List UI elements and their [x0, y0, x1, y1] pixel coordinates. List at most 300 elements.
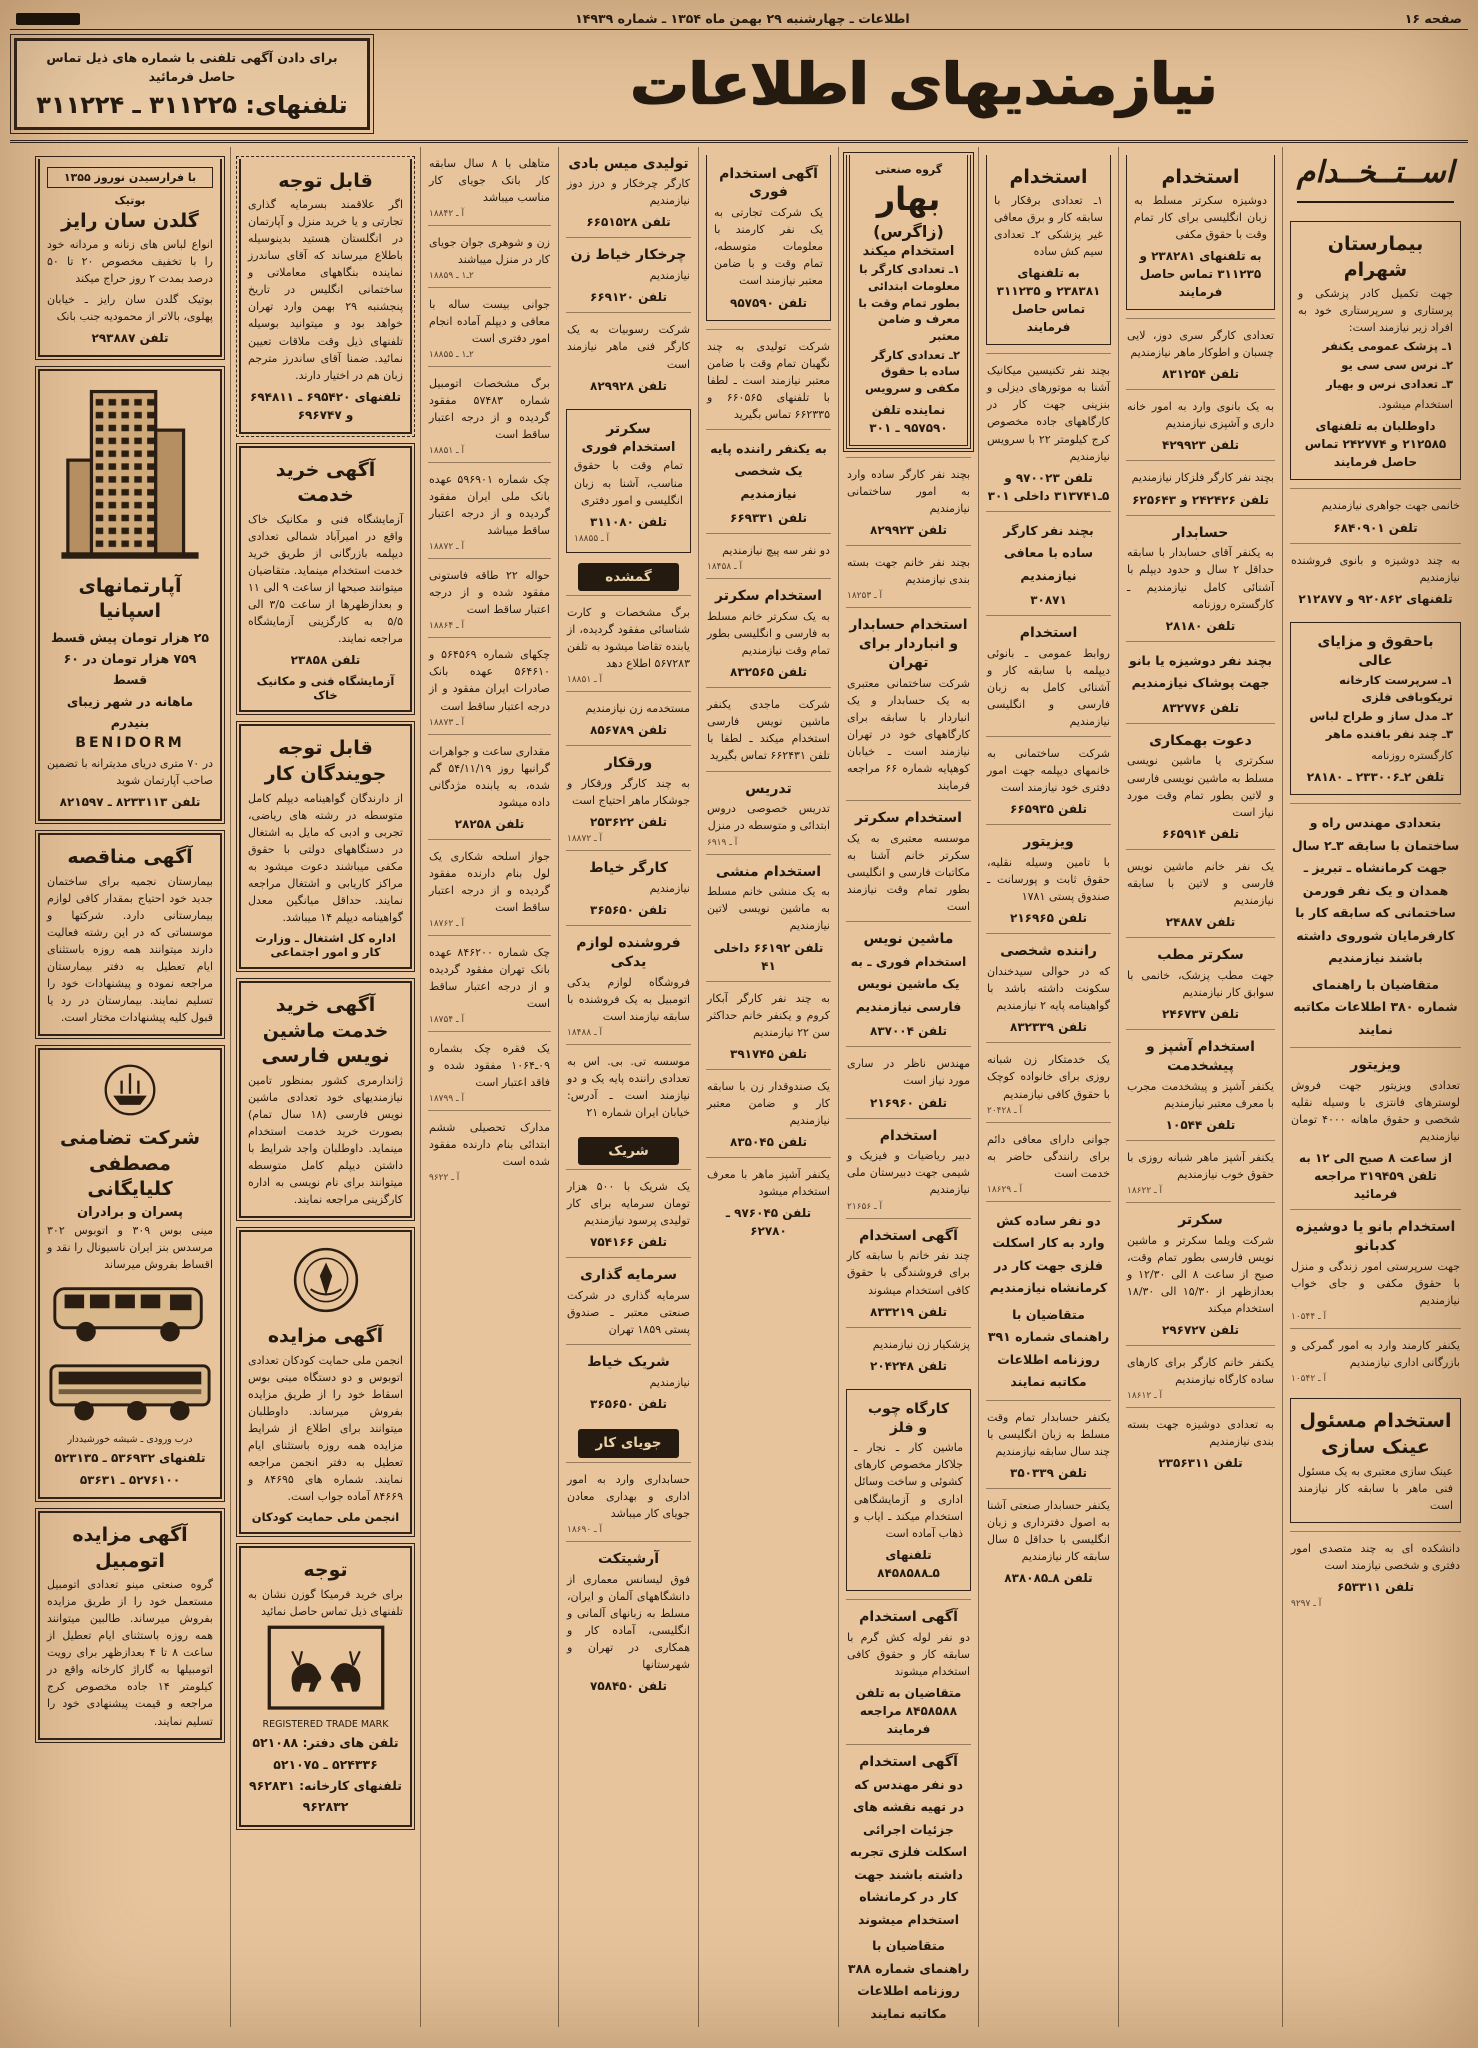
- classified-ad: [706, 981, 831, 1069]
- classified-ad: [428, 734, 551, 839]
- ad-body: فروشگاه لوازم یدکی اتومبیل به یک فروشنده با سابقه نیازمند است: [567, 975, 690, 1023]
- ad-body: سکرتری یا ماشین نویسی مسلط به ماشین نویسی فارسی و لاتین بطور تمام وقت مورد نیاز است: [1127, 754, 1274, 819]
- ad-body: به یک سکرتر خانم مسلط به فارسی و انگلیسی بطور تمام وقت نیازمندیم: [707, 610, 830, 658]
- ad-title: استخدام: [1019, 625, 1078, 642]
- ad-title: آگهی مزایده اتومبیل: [72, 1523, 188, 1572]
- column-f: [558, 147, 698, 2027]
- ad-title: سکرتر مطب: [1157, 946, 1244, 963]
- ad-title: استخدام سکرتر: [855, 809, 962, 826]
- ad-body: عینک سازی معتبری به یک مسئول فنی ماهر با سابقه کار نیازمند است: [1298, 1464, 1453, 1512]
- classified-ad: [706, 329, 831, 429]
- ad-title: تدریس: [745, 780, 792, 797]
- ad-body: زن و شوهری جوان جویای کار در منزل میباشند: [429, 235, 550, 266]
- ad-body: شرکت ساختمانی به خانمهای دیپلمه جهت امور دفتری خود نیازمند است: [987, 747, 1110, 795]
- ad-body: تمام وقت با حقوق مناسب، آشنا به زبان انگلیسی و امور دفتری: [574, 459, 683, 507]
- classified-ad: [428, 1110, 551, 1189]
- classified-ad: [706, 578, 831, 687]
- ad-phone: تلفن ۷۵۸۴۵۰: [590, 1678, 667, 1693]
- minibus-illustration: [47, 1277, 213, 1353]
- ad-phone: تلفن ۸۳۲۷۷۶: [1162, 700, 1239, 715]
- classified-ad: [1290, 1328, 1461, 1390]
- ad-body: جهت تکمیل کادر پزشکی و پرستاری و سرپرستاری خود به افراد زیر نیازمند است:: [1298, 287, 1453, 335]
- ad-ref-code: آ ـ ۶۹۱۹: [707, 837, 738, 848]
- ad-line: تلفن های دفتر: ۵۲۱۰۸۸: [252, 1735, 399, 1751]
- ad-phone: از ساعت ۸ صبح الی ۱۲ به تلفن ۳۱۹۴۵۹ مراجعه فرمائید: [1299, 1151, 1452, 1202]
- masthead: [10, 30, 1468, 143]
- ad-body: موسسه معتبری به یک سکرتر خانم آشنا به مکاتبات فارسی و انگلیسی بطور تمام وقت نیازمند است: [847, 831, 970, 913]
- ad-body: از دارندگان گواهینامه دیپلم کامل متوسطه در رشته های ریاضی، تجربی و ادبی که مایل به اشتغال در دستگاههای دولتی با حقوق مکفی میباشند دعوت میشود به مراکز کاریابی و اشتغال مراجعه نمایند. حداقل میانگین معدل گواهینامه دیپلم ۱۴ میباشد.: [248, 791, 403, 924]
- ad-ref-code: آ ـ ۱۸۸۷۲: [429, 542, 465, 553]
- ad-title: کارگر خیاط: [589, 860, 668, 877]
- ad-body: چکهای شماره ۵۶۴۵۶۹ و ۵۶۴۶۱۰ عهده بانک صادرات ایران مفقود و از درجه اعتبار ساقط است: [429, 648, 551, 713]
- ad-body: به یک بانوی وارد به امور خانه داری و آشپزی نیازمندیم: [1127, 400, 1274, 431]
- ad-ref-code: آ ـ ۱۸۷۵۴: [429, 1015, 465, 1026]
- ad-list-item: ۲ـ مدل ساز و طراح لباس: [1309, 708, 1453, 723]
- ad-ref-code: آ ـ ۱۸۶۹۰: [567, 1524, 603, 1535]
- ad-phone: تلفن ۸۲۹۹۲۸: [590, 378, 667, 393]
- ad-body: یک خدمتکار زن شبانه روزی برای خانواده کوچک با حقوق کافی نیازمندیم: [987, 1053, 1110, 1101]
- ad-body: جوانی بیست ساله با معافی و دیپلم آماده انجام امور دفتری است: [429, 297, 550, 345]
- ad-title: آگهی استخدام: [859, 1608, 958, 1625]
- classified-ad: [1290, 221, 1461, 480]
- classified-ad: [428, 839, 551, 935]
- ad-ref-code: ۲ـ۱ ـ ۱۸۸۵۹: [429, 270, 474, 281]
- classified-ad: [1126, 318, 1275, 389]
- ad-body: انجمن ملی حمایت کودکان تعدادی اتوبوس و دو دستگاه مینی بوس اسقاط خود را از طریق مزایده بفروش میرساند. داوطلبان میتوانند برای اطلاع از شرایط مزایده همه روزه باستثنای ایام تعطیل به دفتر انجمن مراجعه نمایند. شماره های ۸۴۶۹۵ و ۸۴۶۶۹ آماده جواب است.: [248, 1353, 403, 1504]
- ad-ref-code: آ ـ ۱۸۸۷۳: [429, 717, 465, 728]
- ad-phone: تلفن ۲۳۵۶۳۱۱: [1158, 1456, 1243, 1471]
- ad-phone-box: [14, 38, 370, 130]
- column-c: [978, 147, 1118, 2027]
- classified-ad: [706, 533, 831, 578]
- classified-ad: [428, 558, 551, 637]
- ad-body: شرکت ویلما سکرتر و ماشین نویس فارسی بطور تمام وقت، صبح از ساعت ۸ الی ۱۲/۳۰ و بعدازظهر از ۱۵/۳۰ الی ۱۸/۳۰ استخدام میکند: [1127, 1233, 1274, 1315]
- classified-ad: [1126, 1345, 1275, 1407]
- ad-phone: تلفن ۶۸۴۰۹۰۱: [1333, 520, 1418, 535]
- ad-title: استخدام مسئول: [1299, 1410, 1452, 1433]
- ad-body: بوتیک گلدن سان رایز ـ خیابان پهلوی، بالاتر از محمودیه جنب بانک: [47, 293, 213, 324]
- ad-phone: تلفن ۲۹۶۷۲۷: [1162, 1322, 1239, 1337]
- ad-body: یک فقره چک بشماره ۰۹ـ۱۰۶۴ مفقود شده و فاقد اعتبار است: [429, 1042, 550, 1090]
- bus-illustration: [47, 1358, 213, 1430]
- classified-ad: [566, 850, 691, 925]
- classified-ad: [38, 159, 222, 358]
- ad-phone: تلفن ۸ـ۸۳۸۰۸۵: [1004, 1571, 1093, 1586]
- ad-ref-code: آ ـ ۱۸۶۱۲: [1127, 1390, 1163, 1401]
- ad-body: متاهلی با ۸ سال سابقه کار بانک جویای کار مناسب میباشد: [429, 156, 550, 204]
- ad-phone: تلفن ۶۶۹۳۳۱: [730, 511, 807, 526]
- ad-body: تدریس خصوصی دروس ابتدائی و متوسطه در منزل: [707, 802, 830, 833]
- ad-phone: تلفن ۹۷۶۰۴۵ ـ ۶۲۷۸۰: [725, 1205, 812, 1238]
- figure-caption: REGISTERED TRADE MARK: [262, 1719, 389, 1731]
- ad-body: استخدام فوری ـ به یک ماشین نویس فارسی نیازمندیم: [850, 953, 967, 1014]
- ad-body: بچند نفر خانم جهت بسته بندی نیازمندیم: [847, 555, 970, 586]
- ad-body: دوشیزه سکرتر مسلط به زبان انگلیسی برای کار تمام وقت با حقوق مکفی: [1134, 194, 1267, 242]
- ad-phone: تلفن ۳۶۵۶۵۰: [590, 902, 667, 917]
- ad-body: برگ مشخصات و کارت شناسائی مفقود گردیده، از یابنده تقاضا میشود به تلفن ۵۶۷۲۸۳ اطلاع دهد: [567, 605, 690, 670]
- classified-ad: [846, 155, 971, 449]
- classified-ad: [1126, 1029, 1275, 1140]
- top-bar: [10, 8, 1468, 30]
- classified-ad: [566, 1044, 691, 1127]
- classified-ad: [428, 225, 551, 287]
- ad-phone: تلفن ۸۳۲۳۳۹: [1010, 1020, 1087, 1035]
- ad-title: دعوت بهمکاری: [1149, 732, 1252, 749]
- classified-ad: [986, 736, 1111, 824]
- ad-phone: تلفن ۲۱۶۹۶۵: [1010, 911, 1087, 926]
- classified-ad: [566, 1344, 691, 1419]
- ad-title: ورقکار: [604, 755, 653, 772]
- ad-title: آگهی استخدام: [859, 1753, 958, 1770]
- classified-ad: [1126, 155, 1275, 311]
- ad-title: استخدام: [879, 1127, 938, 1144]
- ad-ref-code: آ ـ ۱۸۸۵۱: [429, 446, 465, 457]
- classified-ad: [239, 159, 412, 434]
- ad-list-item: ۳ـ تعدادی نرس و بهیار: [1326, 376, 1453, 391]
- ad-phone: تلفن ۷۵۴۱۶۶: [590, 1235, 667, 1250]
- ad-body: نیازمندیم: [649, 269, 690, 283]
- classified-ad: [566, 691, 691, 745]
- classified-ad: [38, 833, 222, 1036]
- ad-title: کارگاه چوب: [868, 1400, 949, 1417]
- classified-ad: [578, 1429, 679, 1457]
- ad-ref-code: آ ـ ۱۸۷۹۹: [429, 1094, 465, 1105]
- ad-ref-code: آ ـ ۱۸۸۴۲: [429, 208, 465, 219]
- ad-body: دانشکده ای به چند متصدی امور دفتری و شخصی نیازمند است: [1291, 1541, 1460, 1572]
- issue-line: اطلاعات ـ چهارشنبه ۲۹ بهمن ماه ۱۳۵۴ ـ شماره ۱۴۹۳۹: [575, 11, 910, 26]
- ad-body: بیمارستان نجمیه برای ساختمان جدید خود احتیاج بمقدار کافی لوازم بیمارستانی دارد. شرکتها و موسساتی که در این رشته فعالیت دارند میتوانند همه روزه باستثنای ایام تعطیل به دفتر بیمارستان مراجعه نموده و پیشنهادات خود را تسلیم نمایند. بیمارستان در رد یا قبول کلیه پیشنهادات مختار است.: [47, 874, 213, 1025]
- ad-phone: تلفن ۲۵۳۶۲۲: [590, 815, 667, 830]
- phone-box-numbers: تلفنهای: ۳۱۱۲۲۵ ـ ۳۱۱۲۲۴: [36, 90, 348, 119]
- classified-ad: [846, 1327, 971, 1381]
- ad-body: خانمی جهت جواهری نیازمندیم: [1321, 499, 1460, 513]
- classified-ad: [846, 1599, 971, 1744]
- ad-body: یکنفر حسابدار صنعتی آشنا به اصول دفترداری و زبان انگلیسی با حداقل ۵ سال سابقه کار نیازمندیم: [987, 1498, 1110, 1563]
- ad-title: استخدام حسابدار: [849, 616, 968, 633]
- ad-phone: تلفن ۲۴۲۴۲۶ و ۶۲۵۶۴۳: [1132, 492, 1269, 507]
- ad-ref-code: آ ـ ۹۶۲۲: [429, 1173, 460, 1184]
- classified-ad: [986, 1400, 1111, 1488]
- ad-phone: ۳۰۸۷۱: [1030, 593, 1067, 608]
- classified-ad: [566, 745, 691, 850]
- ad-phone: تلفن ۲۴۶۷۳۷: [1162, 1006, 1239, 1021]
- ad-title: شریک خیاط: [587, 1354, 670, 1371]
- column-d: [838, 147, 978, 2027]
- classified-ad: [1126, 723, 1275, 849]
- ad-title: استخدام: [1009, 165, 1088, 188]
- ad-body: دو نفر ساده کش وارد به کار اسکلت فلزی جهت کار در کرمانشاه نیازمندیم: [989, 1212, 1108, 1296]
- ad-subtitle: پسران و برادران: [76, 1205, 183, 1221]
- ad-title: توجه: [303, 1559, 348, 1582]
- ship-logo-icon: [47, 1062, 213, 1122]
- ad-body: بچند نفر دوشیزه یا بانو جهت پوشاک نیازمندیم: [1129, 652, 1272, 691]
- ad-phone: به تلفنهای ۲۳۸۲۸۱ و ۳۱۱۲۳۵ تماس حاصل فرمایند: [1139, 249, 1262, 300]
- classified-ad: [566, 1257, 691, 1344]
- ad-line: ۹۶۲۸۳۲: [302, 1799, 349, 1815]
- ad-ref-code: آ ـ ۱۸۸۵۱: [567, 675, 603, 685]
- classified-ad: [846, 1046, 971, 1117]
- ad-body: حواله ۲۲ طاقه فاستونی مفقود شده و از درجه اعتبار ساقط است: [429, 569, 550, 617]
- ad-phone: تلفن ۳۵۰۳۳۹: [1010, 1465, 1087, 1480]
- ad-phone: به تلفنهای ۲۳۸۳۸۱ و ۳۱۱۲۳۵ تماس حاصل فرمایند: [996, 266, 1101, 335]
- classified-ad: [1126, 937, 1275, 1029]
- ad-body: ژاندارمری کشور بمنظور تامین نیازمندیهای خود تعدادی ماشین نویس فارسی (۱۸ سال تمام) بصورت خرید خدمت استخدام مینماید. داوطلبان واجد شرایط با داشتن دیپلم کامل متوسطه میتوانند برای نام نویسی به اداره کارگزینی مراجعه نمایند.: [248, 1073, 403, 1207]
- ad-ref-code: آ ـ ۱۸۸۷۲: [567, 834, 603, 845]
- ad-pretitle: گروه صنعتی: [874, 162, 943, 176]
- ad-title: استخدام: [1161, 165, 1240, 188]
- ad-phone: تلفنهای ۹۲۰۸۶۲ و ۲۱۲۸۷۷: [1298, 591, 1453, 606]
- classified-ad: [846, 1744, 971, 2027]
- ad-title: جویای کار: [595, 1435, 662, 1452]
- ad-body: یک صندوقدار زن با سابقه کار و ضامن معتبر نیازمندیم: [707, 1079, 830, 1127]
- ad-title: قابل توجه: [278, 169, 373, 192]
- ad-phone: تلفن ۶۶۹۱۲۰: [590, 290, 667, 305]
- ad-phone: تلفن ۸۳۱۲۵۴: [1162, 367, 1239, 382]
- classified-ad: [1126, 389, 1275, 460]
- ad-phone: تلفن ۶۶۵۱۵۲۸: [586, 215, 671, 230]
- ad-title: عینک سازی: [1321, 1435, 1430, 1458]
- ad-body: مهندس ناظر در ساری مورد نیاز است: [847, 1057, 970, 1088]
- ad-phone: متقاضیان به تلفن ۸۴۵۸۵۸۸ مراجعه فرمایند: [855, 1685, 962, 1736]
- classified-ad: [986, 1201, 1111, 1400]
- ad-title: قابل توجه جویندگان کار: [264, 737, 387, 785]
- ad-title: آگهی مناقصه: [67, 846, 193, 869]
- classified-ad: [428, 462, 551, 558]
- classified-ad: [428, 147, 551, 225]
- classified-ad: [566, 925, 691, 1044]
- organization-emblem-icon: [248, 1244, 403, 1320]
- ad-phone: تلفن ۲۰۴۲۴۸: [870, 1358, 947, 1373]
- ad-body: ۱ـ تعدادی برقکار با سابقه کار و برق معافی غیر پزشکی ۲ـ تعدادی سیم کش ساده: [994, 194, 1103, 259]
- ad-body: اگر علاقمند بسرمایه گذاری تجارتی و یا خرید منزل و آپارتمان در انگلستان هستید بدینوسیله باطلاع میرساند که آقای ساندرز نماینده بنگاههای معاملاتی و ساختمانی انگلیس در تاریخ پنجشنبه ۲۹ بهمن وارد تهران خواهد بود و میتوانید بوسیله تلفنهای ذیل وقت ملاقات تعیین نمائید. ضمنا آقای ساندرز مترجم زبان هم در اختیار دارند.: [248, 198, 403, 382]
- classified-ad: [986, 933, 1111, 1042]
- ad-body: موسسه تی. بی. اس به تعدادی راننده پایه یک و دو نیازمند است ـ آدرس: خیابان ایران شماره ۲۱: [567, 1054, 690, 1120]
- ad-body: شرکت رسوبیات به یک کارگر فنی ماهر نیازمند است: [567, 323, 690, 371]
- ad-ref-code: آ ـ ۱۸۶۲۹: [987, 1184, 1023, 1195]
- ad-line: تلفنهای کارخانه: ۹۶۲۸۳۱: [249, 1777, 402, 1793]
- ad-title: فوری: [749, 184, 788, 201]
- ad-body: متقاضیان با راهنمای شماره ۳۹۱ روزنامه اطلاعات مکاتبه نمایند: [987, 1306, 1110, 1390]
- ad-list-item: ۲ـ تعدادی کارگر ساده با حقوق مکفی و سرویس: [864, 347, 960, 395]
- ad-body: برگ مشخصات اتومبیل شماره ۵۷۴۸۳ مفقود گردیده و از درجه اعتبار ساقط است: [429, 376, 550, 442]
- ad-body: شرکت ماجدی یکنفر ماشین نویس فارسی استخدام میکند ـ لطفا با تلفن ۶۶۲۴۳۱ تماس بگیرید: [707, 698, 830, 763]
- ad-body: تعدادی کارگر سری دوز، لایی چسبان و اطوکار ماهر نیازمندیم: [1127, 329, 1274, 360]
- ad-phone: تلفنهای ۶۹۵۴۲۰ ـ ۶۹۴۸۱۱ و ۶۹۶۷۴۷: [250, 389, 401, 422]
- ad-phone: تلفن ۲۳۸۵۸: [290, 653, 361, 668]
- ad-subtitle: استخدام فوری: [581, 440, 676, 456]
- classified-ad: [1126, 641, 1275, 723]
- ad-phone: تلفن ۹۷۰۰۲۳ و ۵ـ۳۱۳۷۴۱ داخلی ۳۰۱: [987, 470, 1110, 503]
- ad-line: ۵۲۴۳۳۶ ـ ۵۲۱۰۷۵: [273, 1756, 378, 1772]
- classified-ad: [986, 1122, 1111, 1201]
- ad-body: انواع لباس های زنانه و مردانه خود را با تخفیف مخصوص ۲۰ تا ۵۰ درصد بمدت ۲ روز حراج میکند: [47, 238, 213, 286]
- ad-title: آرشیتکت: [597, 1550, 660, 1567]
- ad-signature: انجمن ملی حمایت کودکان: [251, 1510, 400, 1525]
- classified-ad: [566, 147, 691, 238]
- ad-list-item: ۲ـ نرس سی سی یو: [1341, 358, 1453, 373]
- classified-ad: [1290, 1531, 1461, 1615]
- apartment-building-illustration: [47, 383, 213, 569]
- ad-body: نیازمندیم: [649, 1376, 690, 1390]
- ad-body: به چند نفر کارگر آبکار کروم و یکنفر خانم حداکثر سن ۲۲ نیازمندیم: [707, 991, 830, 1039]
- ad-body: با تامین وسیله نقلیه، حقوق ثابت و پورسانت ـ صندوق پستی ۱۷۸۱: [987, 856, 1110, 904]
- ad-body: در ۷۰ متری دریای مدیترانه با تضمین صاحب آپارتمان شوید: [47, 757, 213, 788]
- classified-ad: [1290, 1398, 1461, 1522]
- ad-list-item: ۱ـ تعدادی کارگر با معلومات ابتدائی بطور تمام وقت با معرف و ضامن معتبر: [858, 262, 960, 343]
- ad-signature: آزمایشگاه فنی و مکانیک خاک: [256, 674, 395, 703]
- ad-title: باحقوق و مزایای عالی: [1317, 633, 1434, 669]
- ad-title: حسابدار: [1172, 524, 1229, 541]
- ad-body: چک شماره ۵۹۶۹۰۱ عهده بانک ملی ایران مفقود گردیده و از درجه اعتبار ساقط میباشد: [429, 473, 550, 538]
- ad-body: بچند نفر کارگر ساده وارد به امور ساختمانی نیازمندیم: [847, 467, 970, 515]
- ad-line: ۷۵۹ هزار تومان در ۶۰ قسط: [63, 651, 197, 688]
- classified-ad: [846, 1389, 971, 1591]
- ad-title: آگهی استخدام: [719, 165, 818, 182]
- ad-phone: تلفن ۸۲۳۳۱۱۳ ـ ۸۲۱۵۹۷: [59, 795, 201, 810]
- column-e: [698, 147, 838, 2027]
- classified-ad: [846, 921, 971, 1046]
- classified-ad: [578, 1137, 679, 1165]
- ad-body: یکنفر آشپز و پیشخدمت مجرب با معرف معتبر نیازمندیم: [1127, 1079, 1274, 1110]
- ad-title: استخدام آشپز و پیشخدمت: [1146, 1038, 1255, 1074]
- ad-body: دو نفر سه پیچ نیازمندیم: [722, 544, 830, 558]
- classified-ad: [1126, 1202, 1275, 1345]
- classified-ad: [1290, 803, 1461, 1047]
- classified-ad: [986, 353, 1111, 510]
- ad-body: بچند نفر تکنیسین میکانیک آشنا به موتورهای دیزلی و بنزینی جهت کار در کارگاههای جاده مخصوص کرج کیلومتر ۲۲ با سرویس نیازمندیم: [987, 364, 1111, 463]
- ad-title: ویزیتور: [1350, 1057, 1401, 1074]
- classified-ad: [38, 1048, 222, 1499]
- ad-body: یکنفر خانم کارگر برای کارهای ساده کارگاه نیازمندیم: [1127, 1355, 1274, 1386]
- ad-phone: تلفن ۱۰۵۴۴: [1165, 1117, 1236, 1132]
- ad-phone: تلفن ۸۳۵۰۴۵: [730, 1134, 807, 1149]
- ad-phone: تلفن ۸۳۲۵۶۵: [730, 665, 807, 680]
- classified-ad: [38, 1511, 222, 1740]
- ad-body: مقداری ساعت و جواهرات گرانبها روز ۵۴/۱۱/۱۹ گم شده، به یابنده مژدگانی داده میشود: [429, 744, 550, 809]
- ad-body: به یکنفر راننده پایه یک شخصی نیازمندیم: [710, 440, 827, 501]
- ad-phone: تلفن ۶۵۳۳۱۱: [1337, 1579, 1414, 1594]
- classified-ad: [986, 824, 1111, 933]
- ad-body: گروه صنعتی مینو تعدادی اتومبیل مستعمل خود را از طریق مزایده بفروش میرساند. طالبین میتوانند همه روزه باستثنای ایام تعطیل از ساعت ۸ تا ۴ بعدازظهر برای رویت اتومبیلها به گاراژ کارخانه واقع در کیلومتر ۱۴ جاده مخصوص کرج مراجعه و قیمت پیشنهادی خود را تسلیم نمایند.: [47, 1578, 213, 1728]
- ad-title: شریک: [608, 1143, 649, 1160]
- ad-body: بتعدادی مهندس راه و ساختمان با سابقه ۳ـ۲ سال جهت کرمانشاه ـ تبریز ـ همدان و یک نفر فورمن ساختمانی که سابقه کار با کارفرمایان شوروی داشته باشند نیازمندیم: [1291, 815, 1460, 966]
- ad-body: یکنفر کارمند وارد به امور گمرکی و بازرگانی اداری نیازمندیم: [1291, 1339, 1460, 1370]
- ad-body: به چند کارگر ورقکار و جوشکار ماهر احتیاج است: [567, 776, 690, 807]
- ad-phone: تلفن ۲۸۱۸۰: [1165, 618, 1236, 633]
- ad-body: مینی بوس ۳۰۹ و اتوبوس ۳۰۲ مرسدس بنز ایران ناسیونال را نقد و اقساط بفروش میرساند: [47, 1224, 213, 1272]
- classified-ad: [706, 155, 831, 321]
- ad-ref-code: آ ـ ۱۸۸۶۴: [429, 621, 465, 632]
- ad-body: بچند نفر کارگر ساده با معافی نیازمندیم: [1003, 522, 1094, 583]
- classified-ad: [239, 1230, 412, 1534]
- ad-body: جوانی دارای معافی دائم برای رانندگی حاضر به خدمت است: [987, 1132, 1110, 1180]
- classified-ad: [1126, 460, 1275, 514]
- ad-phone: نماینده تلفن ۹۵۷۵۹۰ ـ ۳۰۱: [869, 402, 948, 435]
- ad-body: مدارک تحصیلی ششم ابتدائی بنام دارنده مفقود شده است: [429, 1121, 550, 1169]
- ad-body: دبیر ریاضیات و فیزیک و شیمی جهت دبیرستان ملی نیازمندیم: [847, 1149, 970, 1197]
- ad-body: روابط عمومی ـ بانوئی دیپلمه با سابقه کار و آشنائی کامل به زبان فارسی و انگلیسی نیازمندیم: [987, 647, 1110, 729]
- ad-body: متقاضیان با راهنمای شماره ۳۸۸ روزنامه اطلاعات مکاتبه نمایند: [847, 1938, 970, 2021]
- column-a: [1282, 147, 1468, 2027]
- ad-title: آگهی استخدام: [859, 1227, 958, 1244]
- ad-body: استخدام میشود.: [1378, 398, 1453, 412]
- classified-ad: [986, 615, 1111, 736]
- classified-ad: [566, 312, 691, 400]
- ad-phone: تلفنهای ۵۳۶۹۳۲ ـ ۵۲۳۱۳۵: [54, 1450, 206, 1465]
- ad-list-item: ۳ـ چند نفر بافنده ماهر: [1325, 727, 1453, 742]
- classified-ad: [578, 563, 679, 591]
- ad-phone: تلفن ۸۲۹۹۲۳: [870, 522, 947, 537]
- classified-ad: [846, 607, 971, 800]
- column-g: [420, 147, 558, 2027]
- ad-phone: تلفن ۳۶۵۶۵۰: [590, 1397, 667, 1412]
- classified-ad: [566, 1541, 691, 1701]
- column-h: [230, 147, 420, 2027]
- ad-phone: تلفن ۸۳۳۲۱۹: [870, 1304, 947, 1319]
- ad-body: آزمایشگاه فنی و مکانیک خاک واقع در امیرآباد شمالی تعدادی دیپلمه بازرگانی از طریق خرید خدمت استخدام مینماید. متقاضیان میتوانند صبحها از ساعت ۹ الی ۱۱ و بعدازظهرها از ساعت ۳/۵ الی ۵/۵ به کارگزینی آزمایشگاه مراجعه نمایند.: [248, 512, 403, 646]
- ad-ref-code: آ ـ ۱۸۲۵۳: [847, 590, 883, 601]
- classified-ad: [428, 637, 551, 733]
- ad-body: چک شماره ۸۴۶۲۰۰ عهده بانک تهران مفقود گردیده و از درجه اعتبار ساقط است: [429, 945, 550, 1011]
- ad-ref-code: آ ـ ۲۱۶۵۶: [847, 1201, 883, 1212]
- ad-title: فروشنده لوازم یدکی: [576, 934, 681, 970]
- ad-phone: داوطلبان به تلفنهای ۲۱۲۵۸۵ و ۲۴۲۷۷۴ تماس حاصل فرمایند: [1304, 419, 1447, 470]
- ad-ref-code: آ ـ ۱۰۵۴۲: [1291, 1374, 1327, 1385]
- ad-title: چرخکار خیاط زن: [570, 247, 687, 264]
- ad-title: بیمارستان: [1327, 233, 1424, 255]
- ad-ref-code: آ ـ ۱۰۵۴۴: [1291, 1312, 1327, 1323]
- classified-ad: [566, 1169, 691, 1257]
- classified-ad: [38, 369, 222, 821]
- ad-body: به یکنفر آقای حسابدار با سابقه حداقل ۲ سال و حدود دیپلم با آشنائی کامل نیازمندیم ـ کارگستره روزنامه: [1127, 546, 1275, 611]
- ad-title: آگهی خرید خدمت: [275, 458, 376, 507]
- ad-phone: تلفن ۶۶۵۹۳۵: [1010, 802, 1087, 817]
- classified-ad: [706, 687, 831, 770]
- ad-pretitle: بوتیک: [114, 193, 146, 207]
- ad-kicker: با فرارسیدن نوروز ۱۳۵۵: [47, 167, 213, 188]
- phone-box-note: برای دادن آگهی تلفنی با شماره های ذیل تماس حاصل فرمائید: [46, 50, 338, 84]
- ad-body: دو نفر لوله کش گرم با سابقه کار و حقوق کافی استخدام میشوند: [847, 1630, 970, 1678]
- classified-ad: [986, 511, 1111, 616]
- classified-columns: [10, 147, 1468, 2027]
- ad-title: آپارتمانهای اسپانیا: [78, 574, 182, 623]
- ad-latin-text: BENIDORM: [75, 735, 185, 752]
- classified-ad: [846, 1218, 971, 1327]
- ad-title: آگهی مزایده: [267, 1325, 384, 1348]
- ad-phone: تلفن ۹۵۷۵۹۰: [730, 295, 807, 310]
- ad-list-item: ۱ـ سرپرست کارخانه تریکوبافی فلزی: [1339, 673, 1453, 705]
- ad-phone: تلفن ۳۱۱۰۸۰: [590, 514, 667, 529]
- ad-body: جواز اسلحه شکاری یک لول بنام دارنده مفقود گردیده و از درجه اعتبار ساقط است: [429, 849, 550, 914]
- ad-title: ویزیتور: [1023, 834, 1074, 851]
- ad-title: اســتــخــدام: [1297, 153, 1454, 204]
- classified-ad: [428, 287, 551, 366]
- classified-ad: [1126, 1407, 1275, 1478]
- ad-title: تولیدی میس بادی: [568, 155, 689, 172]
- ad-body: ماشین کار ـ نجار ـ جلاکار مخصوص کارهای کشوئی و ساخت وسائل اداری و آزمایشگاهی استخدام میکند ـ ایاب و ذهاب آماده است: [854, 1441, 963, 1540]
- ad-body: یک شرکت تجارتی به یک نفر کارمند با معلومات متوسطه، تمام وقت و با ضامن معتبر نیازمند است: [714, 206, 823, 288]
- classified-ad: [706, 771, 831, 854]
- ad-phone: تلفن ۸۵۶۷۸۹: [590, 723, 667, 738]
- classified-ad: [706, 1157, 831, 1246]
- classified-ad: [846, 545, 971, 607]
- ad-ref-code: آ ـ ۱۸۷۶۲: [429, 918, 465, 929]
- ad-title: و فلز: [889, 1419, 928, 1436]
- ad-phone: ۵۲۷۶۱۰۰ ـ ۵۳۶۳۱: [79, 1472, 181, 1487]
- ad-phone: تلفنهای ۵ـ۸۴۵۸۵۸۸: [877, 1547, 940, 1580]
- ad-body: کارگر چرخکار و درز دوز نیازمندیم: [567, 177, 690, 208]
- page-number: صفحه ۱۶: [1404, 11, 1462, 26]
